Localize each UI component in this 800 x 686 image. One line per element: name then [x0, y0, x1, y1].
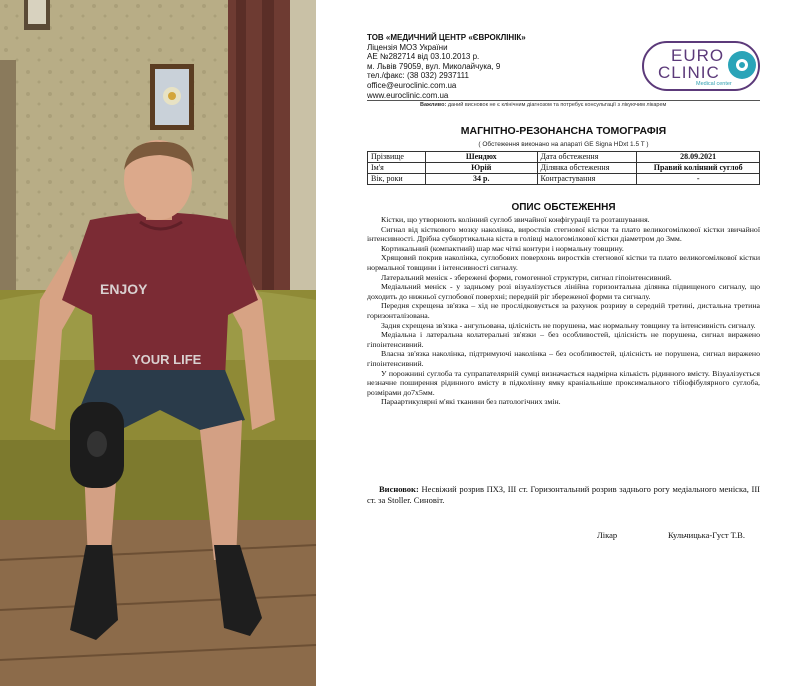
- finding-paragraph: Задня схрещена зв'язка - ангульована, цілісність не порушена, має нормальну товщину та інтенсивність сигналу.: [381, 320, 756, 330]
- table-row: [368, 174, 760, 185]
- mri-report: [316, 0, 800, 686]
- patient-photo-illustration: [0, 0, 316, 686]
- logo-subtitle: Medical center: [696, 81, 732, 87]
- conclusion-text: Несвіжий розрив ПХЗ, ІІІ ст. Горизонтальний розрив заднього рогу медіального меніска, ІІІ ст. за Stoller. Синовіт.: [367, 484, 760, 505]
- clinic-phone: тел./факс: (38 032) 2937111: [367, 71, 469, 81]
- logo-line-2: CLINIC: [658, 63, 720, 82]
- patient-info-table: [367, 151, 760, 185]
- info-label: Дата обстеження: [537, 152, 637, 163]
- disclaimer-text: даний висновок не є клінічним діагнозом та потребує консультації з лікуючим лікарем: [447, 102, 667, 108]
- finding-paragraph: Власна зв'язка наколінка, підтримуючі наколінка – без особливостей, цілісність не порушена, сигнал виражено гіпоінтенсивний.: [367, 349, 760, 368]
- doctor-role: Лікар: [597, 530, 618, 540]
- info-label: Прізвище: [368, 152, 426, 163]
- finding-paragraph: Медіальний меніск - у задньому розі візуалізується лінійна горизонтальна ділянка підвищеного сигналу, що доходить до нижньої суглобової поверхні; передній ріг збереженої форми та сигналу.: [367, 282, 760, 301]
- report-title: МАГНІТНО-РЕЗОНАНСНА ТОМОГРАФІЯ: [460, 125, 667, 137]
- patient-photo: [0, 0, 316, 686]
- header-divider: [367, 100, 760, 101]
- clinic-address: м. Львів 79059, вул. Миколайчука, 9: [367, 61, 501, 71]
- finding-paragraph: Передня схрещена зв'язка – хід не прослідковується за рахунок розриву в середній третині, дистальна третина горизонталізована.: [367, 301, 760, 320]
- section-title: ОПИС ОБСТЕЖЕННЯ: [511, 202, 616, 213]
- table-row: [368, 152, 760, 163]
- shirt-print-top: ENJOY: [100, 281, 148, 297]
- clinic-header: [367, 33, 617, 100]
- info-value: 34 р.: [425, 174, 537, 185]
- finding-paragraph: Сигнал від кісткового мозку наколінка, виростків стегнової кістки та плато великогомілкової кістки звичайної інтенсивності. Дрібна субкортикальна кіста в голівці малогомілкової кістки діаметром до 3мм.: [367, 224, 760, 244]
- report-subtitle: ( Обстеження виконано на апараті GE Signa HDxt 1.5 T ): [478, 141, 649, 148]
- clinic-website: www.euroclinic.com.ua: [367, 90, 449, 100]
- info-label: Контрастування: [537, 174, 637, 185]
- conclusion: [367, 484, 760, 506]
- disclaimer-label: Важливо:: [420, 102, 447, 108]
- finding-paragraph: Кортикальний (компактний) шар має чіткі контури і нормальну товщину.: [381, 243, 624, 253]
- finding-paragraph: У порожнині суглоба та супрапателярній сумці визначається надмірна кількість рідинного вмісту. Візуалізується незначне поширення рідинного вмісту в підколінну ямку краніальніше проксимального тібіофібулярного суглоба, розмірами до7х5мм.: [367, 368, 760, 397]
- shirt-print-bottom: YOUR LIFE: [132, 352, 202, 367]
- info-label: Ділянка обстеження: [537, 163, 637, 174]
- info-value: Шендюх: [425, 152, 537, 163]
- finding-paragraph: Хрящовий покрив наколінка, суглобових поверхонь виростків стегнової кістки та плато великогомілкової кістки нормальної товщини і інтенсивності сигналу.: [367, 253, 760, 272]
- company-name: ТОВ «МЕДИЧНИЙ ЦЕНТР «ЄВРОКЛІНІК»: [367, 33, 526, 42]
- logo-circle-icon: [728, 51, 756, 79]
- info-value: -: [637, 174, 760, 185]
- disclaimer: [420, 102, 760, 108]
- finding-paragraph: Латеральний меніск - збережені форми, гомогенної структури, сигнал гіпоінтенсивний.: [381, 272, 672, 282]
- clinic-email: office@euroclinic.com.ua: [367, 80, 457, 90]
- finding-paragraph: Параартикулярні м'які тканини без патологічних змін.: [381, 397, 561, 407]
- doctor-name: Кульчицька-Густ Т.В.: [668, 530, 745, 540]
- logo-line-1: EURO: [671, 46, 725, 65]
- info-label: Вік, роки: [368, 174, 426, 185]
- info-value: Правий колінний суглоб: [637, 163, 760, 174]
- info-label: Ім'я: [368, 163, 426, 174]
- findings-text: [367, 215, 760, 407]
- info-value: 28.09.2021: [637, 152, 760, 163]
- table-row: [368, 163, 760, 174]
- finding-paragraph: Кістки, що утворюють колінний суглоб звичайної конфігурації та розташування.: [381, 215, 650, 224]
- conclusion-label: Висновок:: [379, 484, 419, 494]
- info-value: Юрій: [425, 163, 537, 174]
- finding-paragraph: Медіальна і латеральна колатеральні зв'язки – без особливостей, цілісність не порушена, сигнал виражено гіпоінтенсивний.: [367, 330, 760, 349]
- license-number: АЕ №282714 від 03.10.2013 р.: [367, 52, 480, 62]
- euroclinic-logo: [642, 41, 760, 91]
- license-line: Ліцензія МОЗ України: [367, 42, 448, 52]
